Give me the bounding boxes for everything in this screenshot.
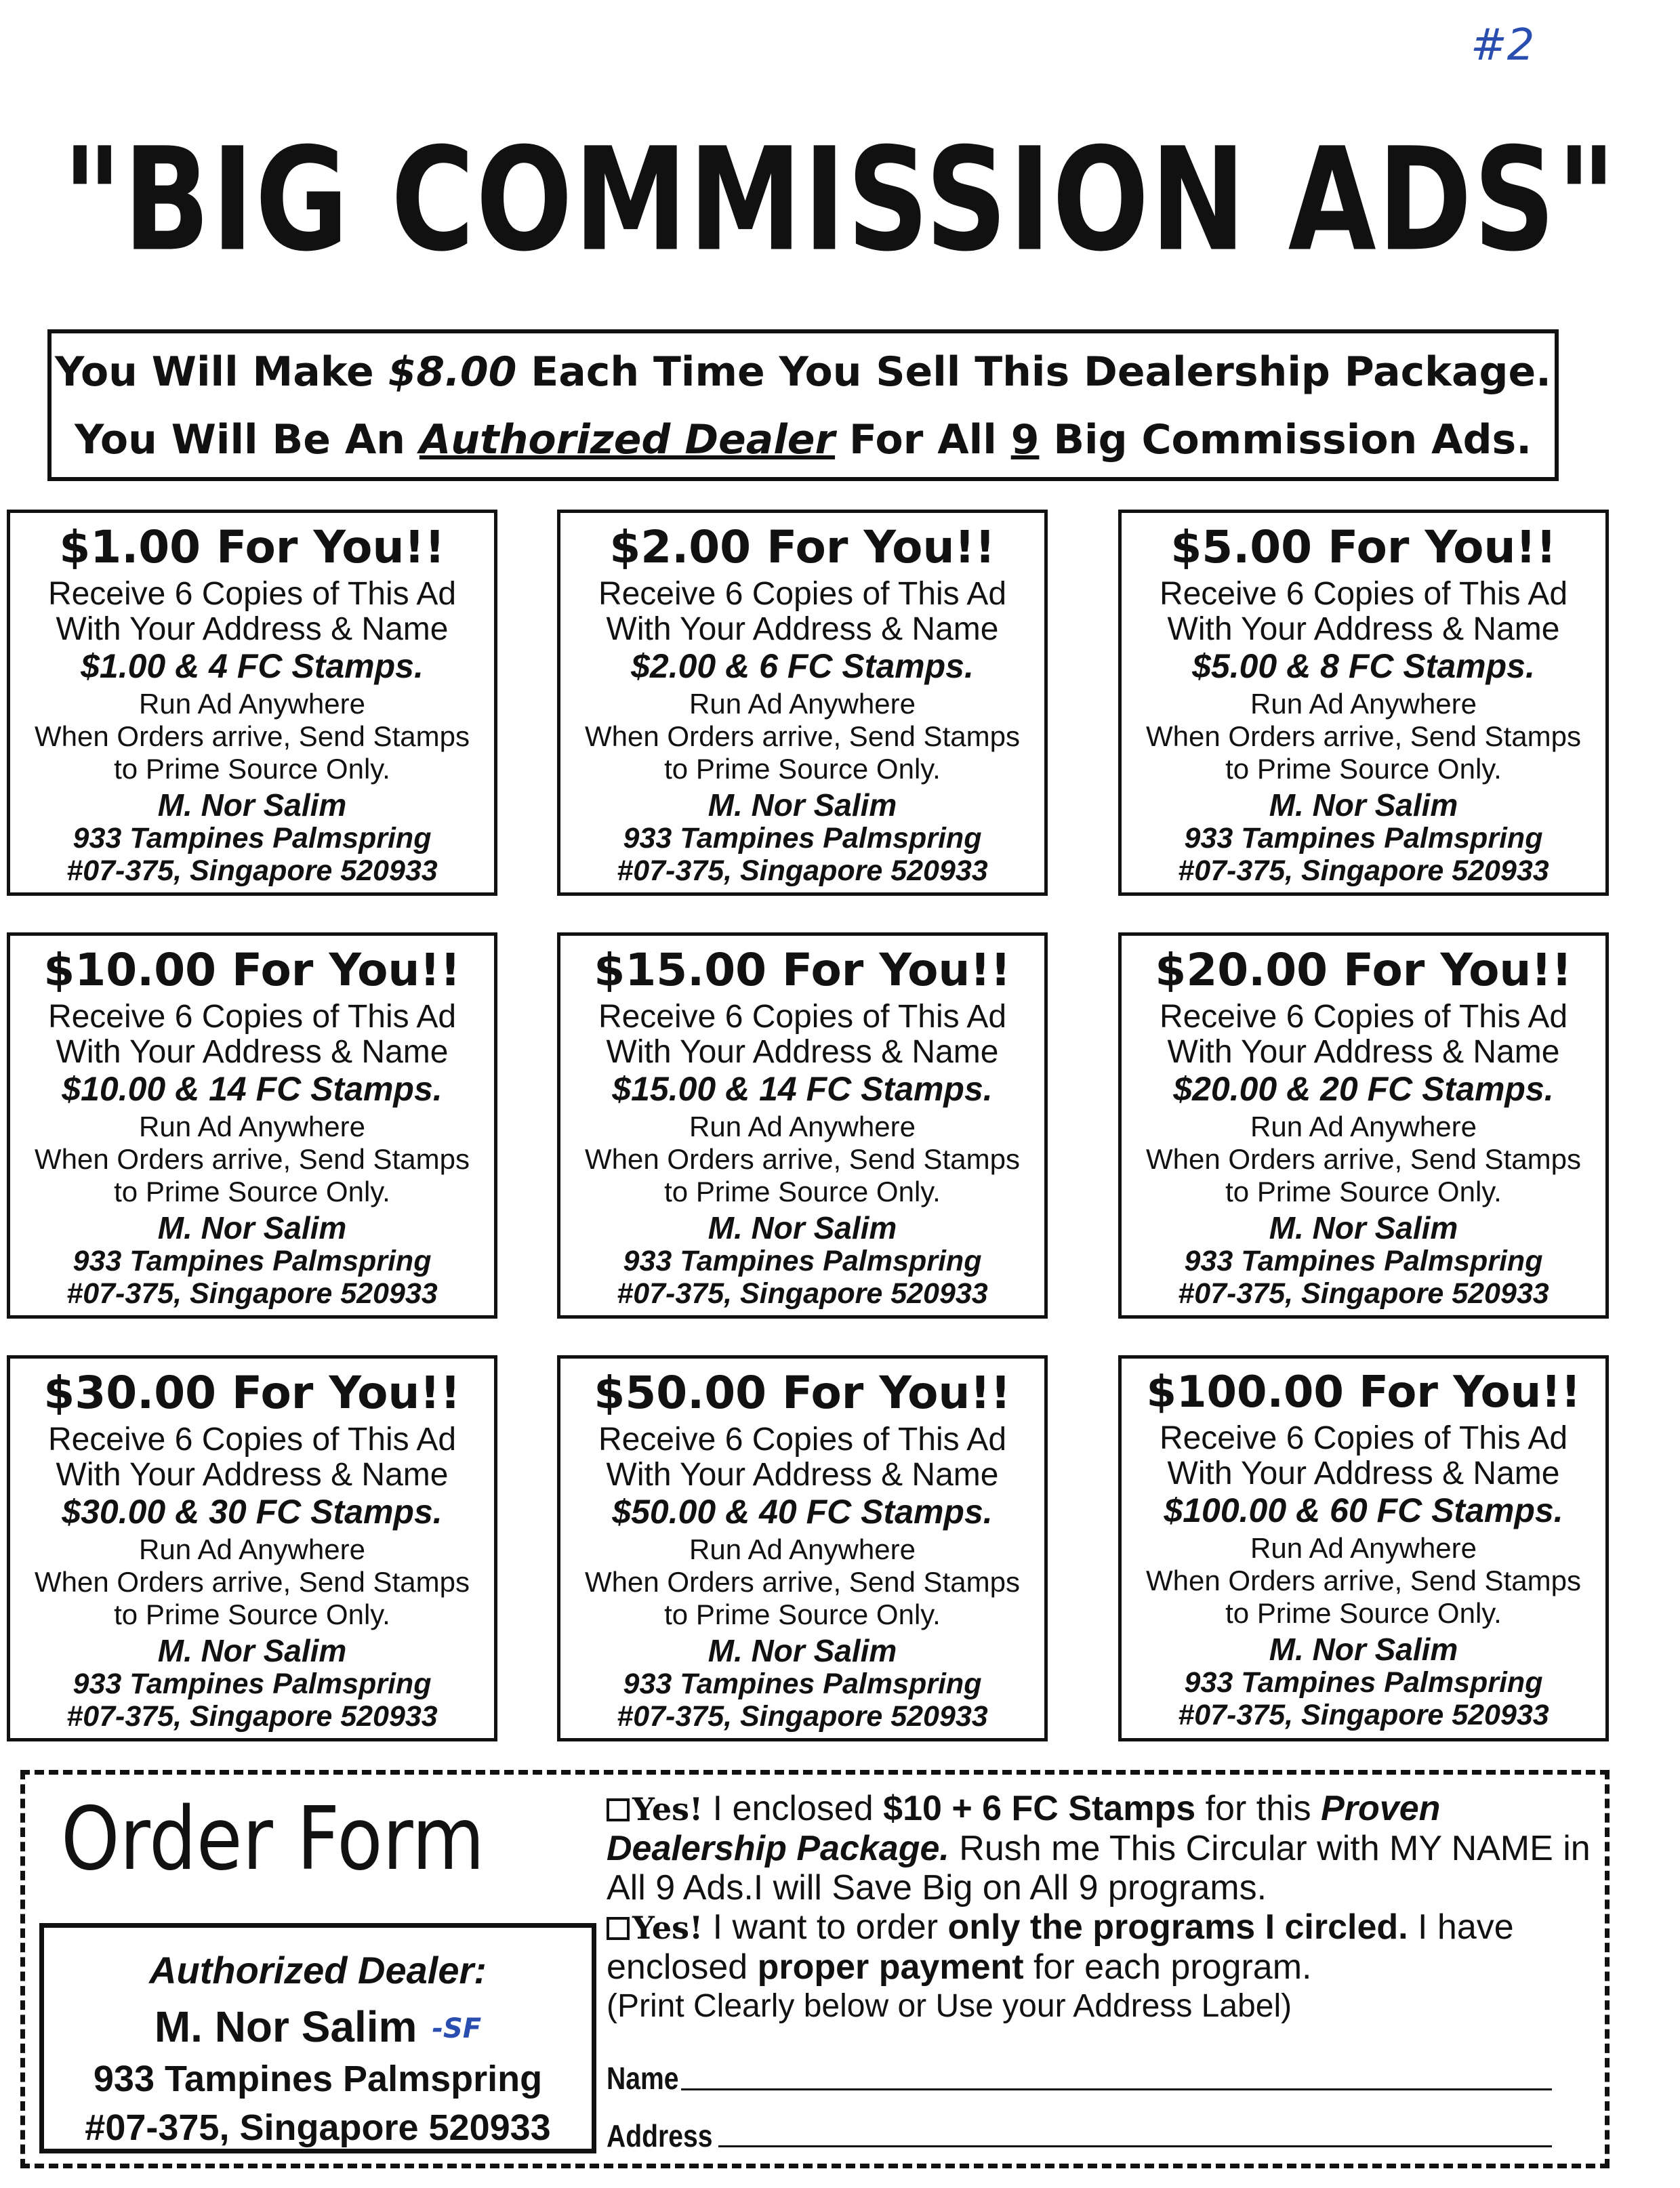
option2-checkbox[interactable] — [607, 1917, 630, 1940]
ad-with: With Your Address & Name — [56, 1034, 449, 1070]
ad-with: With Your Address & Name — [56, 1457, 449, 1493]
ad-heading: $1.00 For You!! — [59, 521, 445, 573]
ad-price: $1.00 & 4 FC Stamps. — [81, 647, 424, 685]
ad-heading: $2.00 For You!! — [609, 521, 996, 573]
ad-address-2: #07-375, Singapore 520933 — [617, 854, 988, 887]
name-label: Name — [607, 2061, 679, 2096]
ad-address-1: 933 Tampines Palmspring — [1184, 1666, 1543, 1699]
ad-heading: $30.00 For You!! — [43, 1367, 461, 1419]
order-form-title: Order Form — [61, 1789, 485, 1890]
print-note: (Print Clearly below or Use your Address Label) — [607, 1988, 1292, 2024]
ad-receive: Receive 6 Copies of This Ad — [1159, 576, 1568, 612]
ad-when: When Orders arrive, Send Stamps — [1146, 1565, 1581, 1596]
ad-heading: $20.00 For You!! — [1155, 944, 1572, 996]
dealer-address-2: #07-375, Singapore 520933 — [85, 2107, 551, 2148]
dealer-name: M. Nor Salim — [154, 2002, 417, 2051]
ad-name: M. Nor Salim — [157, 1210, 347, 1245]
ad-price: $50.00 & 40 FC Stamps. — [612, 1493, 993, 1531]
ad-with: With Your Address & Name — [606, 611, 999, 647]
ad-address-1: 933 Tampines Palmspring — [623, 822, 982, 854]
ad-with: With Your Address & Name — [1167, 1456, 1560, 1491]
ad-run: Run Ad Anywhere — [689, 1111, 916, 1142]
ad-run: Run Ad Anywhere — [1250, 1532, 1477, 1564]
banner-line-1: You Will Make $8.00 Each Time You Sell This Dealership Package. — [55, 348, 1551, 396]
ad-when: When Orders arrive, Send Stamps — [1146, 720, 1581, 752]
ad-prime: to Prime Source Only. — [114, 1598, 390, 1630]
ad-prime: to Prime Source Only. — [114, 753, 390, 785]
ad-when: When Orders arrive, Send Stamps — [35, 1566, 470, 1598]
ad-heading: $15.00 For You!! — [594, 944, 1011, 996]
ad-card — [1118, 1355, 1609, 1741]
ad-address-2: #07-375, Singapore 520933 — [617, 1700, 988, 1733]
ad-prime: to Prime Source Only. — [1225, 753, 1502, 785]
ad-heading: $10.00 For You!! — [43, 944, 461, 996]
ad-card — [1118, 510, 1609, 896]
ad-name: M. Nor Salim — [157, 1633, 347, 1668]
ad-name: M. Nor Salim — [708, 1633, 897, 1668]
ad-when: When Orders arrive, Send Stamps — [585, 1143, 1020, 1175]
dealer-name-line — [44, 2002, 592, 2052]
ad-with: With Your Address & Name — [1167, 1034, 1560, 1070]
ad-price: $30.00 & 30 FC Stamps. — [62, 1493, 443, 1531]
ad-price: $20.00 & 20 FC Stamps. — [1173, 1070, 1554, 1108]
ad-price: $5.00 & 8 FC Stamps. — [1192, 647, 1535, 685]
banner-line-2: You Will Be An Authorized Dealer For All 9 Big Commission Ads. — [74, 416, 1532, 463]
option-circled-programs: Yes! I want to order only the programs I circled. I have enclosed proper payment for each program. — [607, 1907, 1514, 1987]
ad-card — [557, 510, 1048, 896]
ad-prime: to Prime Source Only. — [1225, 1176, 1502, 1207]
ad-when: When Orders arrive, Send Stamps — [35, 1143, 470, 1175]
ad-when: When Orders arrive, Send Stamps — [585, 1566, 1020, 1598]
ad-receive: Receive 6 Copies of This Ad — [598, 1422, 1007, 1458]
dealer-title: Authorized Dealer: — [149, 1949, 487, 1991]
ad-prime: to Prime Source Only. — [664, 753, 941, 785]
ad-prime: to Prime Source Only. — [114, 1176, 390, 1207]
ad-card — [1118, 932, 1609, 1319]
ad-with: With Your Address & Name — [56, 611, 449, 647]
ad-price: $100.00 & 60 FC Stamps. — [1164, 1491, 1563, 1529]
page-title: "BIG COMMISSION ADS" — [62, 117, 1618, 283]
authorized-dealer-box — [39, 1923, 596, 2153]
authorized-dealer-emphasis: Authorized Dealer — [419, 416, 836, 463]
ad-name: M. Nor Salim — [157, 787, 347, 823]
ad-run: Run Ad Anywhere — [139, 688, 365, 720]
ad-address-2: #07-375, Singapore 520933 — [1178, 1277, 1549, 1310]
ad-receive: Receive 6 Copies of This Ad — [598, 576, 1007, 612]
ad-when: When Orders arrive, Send Stamps — [1146, 1143, 1581, 1175]
ad-address-1: 933 Tampines Palmspring — [73, 1245, 432, 1277]
dealer-address-1: 933 Tampines Palmspring — [93, 2059, 543, 2099]
ad-heading: $50.00 For You!! — [594, 1367, 1011, 1419]
name-field[interactable] — [681, 2088, 1552, 2090]
ad-when: When Orders arrive, Send Stamps — [585, 720, 1020, 752]
ad-with: With Your Address & Name — [606, 1457, 999, 1493]
ad-name: M. Nor Salim — [1269, 1210, 1458, 1245]
ad-run: Run Ad Anywhere — [139, 1533, 365, 1565]
commission-banner — [47, 329, 1559, 481]
ad-address-1: 933 Tampines Palmspring — [73, 822, 432, 854]
ad-price: $15.00 & 14 FC Stamps. — [612, 1070, 993, 1108]
ad-run: Run Ad Anywhere — [1250, 1111, 1477, 1142]
ad-address-1: 933 Tampines Palmspring — [1184, 822, 1543, 854]
address-label: Address — [607, 2118, 713, 2153]
ad-with: With Your Address & Name — [1167, 611, 1560, 647]
ad-address-1: 933 Tampines Palmspring — [623, 1668, 982, 1700]
ad-address-2: #07-375, Singapore 520933 — [1178, 854, 1549, 887]
ad-prime: to Prime Source Only. — [1225, 1597, 1502, 1629]
commission-amount: $8.00 — [388, 348, 517, 396]
handwritten-initials: -SF — [432, 2013, 482, 2044]
ad-price: $2.00 & 6 FC Stamps. — [631, 647, 974, 685]
ad-receive: Receive 6 Copies of This Ad — [47, 1422, 457, 1458]
ad-heading: $5.00 For You!! — [1170, 521, 1557, 573]
ad-address-2: #07-375, Singapore 520933 — [1178, 1699, 1549, 1731]
ad-heading: $100.00 For You!! — [1146, 1367, 1581, 1418]
ad-name: M. Nor Salim — [708, 1210, 897, 1245]
ad-receive: Receive 6 Copies of This Ad — [47, 999, 457, 1035]
option1-checkbox[interactable] — [607, 1798, 630, 1821]
ad-receive: Receive 6 Copies of This Ad — [1159, 999, 1568, 1035]
ad-name: M. Nor Salim — [1269, 1632, 1458, 1667]
ad-card — [557, 932, 1048, 1319]
ad-address-1: 933 Tampines Palmspring — [623, 1245, 982, 1277]
ad-name: M. Nor Salim — [708, 787, 897, 823]
ad-run: Run Ad Anywhere — [139, 1111, 365, 1142]
ad-run: Run Ad Anywhere — [689, 1533, 916, 1565]
ad-address-1: 933 Tampines Palmspring — [1184, 1245, 1543, 1277]
address-field[interactable] — [718, 2145, 1552, 2147]
ad-address-2: #07-375, Singapore 520933 — [617, 1277, 988, 1310]
ad-run: Run Ad Anywhere — [1250, 688, 1477, 720]
ad-prime: to Prime Source Only. — [664, 1176, 941, 1207]
ad-receive: Receive 6 Copies of This Ad — [598, 999, 1007, 1035]
ad-card — [7, 1355, 497, 1741]
ad-name: M. Nor Salim — [1269, 787, 1458, 823]
ad-address-2: #07-375, Singapore 520933 — [66, 854, 438, 887]
ad-receive: Receive 6 Copies of This Ad — [47, 576, 457, 612]
ad-card — [7, 510, 497, 896]
ad-address-2: #07-375, Singapore 520933 — [66, 1277, 438, 1310]
ad-run: Run Ad Anywhere — [689, 688, 916, 720]
handwritten-page-number: #2 — [1471, 20, 1535, 70]
ad-address-1: 933 Tampines Palmspring — [73, 1668, 432, 1700]
ad-card — [7, 932, 497, 1319]
order-options — [607, 1789, 1596, 2026]
ad-address-2: #07-375, Singapore 520933 — [66, 1700, 438, 1733]
option-dealership-package: Yes! I enclosed $10 + 6 FC Stamps for this Proven Dealership Package. Rush me This Circular with MY NAME in All 9 Ads.I will Save Big on All 9 programs. — [607, 1789, 1591, 1907]
ad-with: With Your Address & Name — [606, 1034, 999, 1070]
ad-when: When Orders arrive, Send Stamps — [35, 720, 470, 752]
ad-card — [557, 1355, 1048, 1741]
ad-receive: Receive 6 Copies of This Ad — [1159, 1420, 1568, 1456]
ad-price: $10.00 & 14 FC Stamps. — [62, 1070, 443, 1108]
ad-prime: to Prime Source Only. — [664, 1598, 941, 1630]
